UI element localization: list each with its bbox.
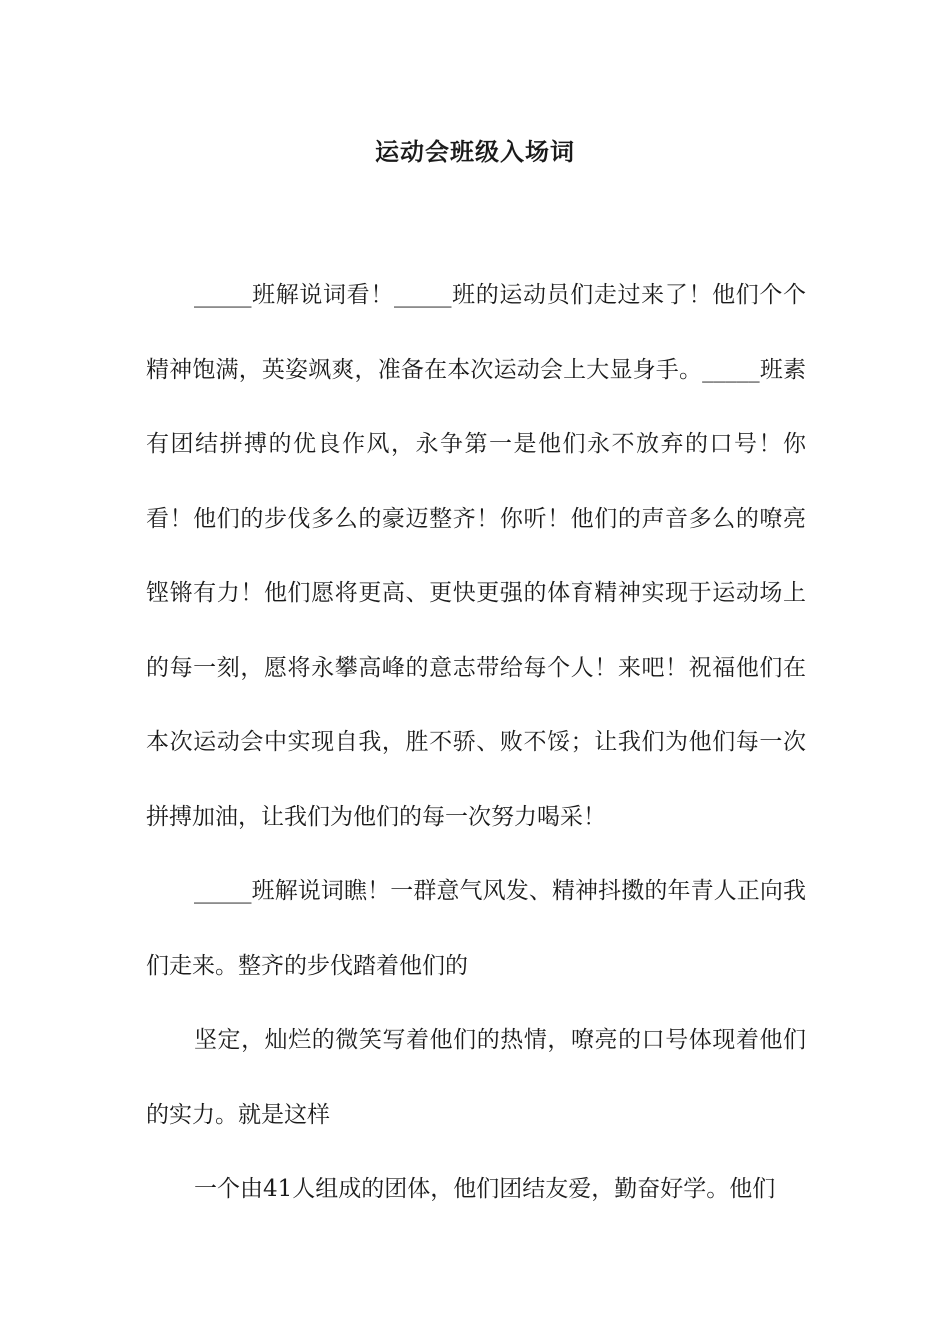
paragraph-1: _____班解说词看！_____班的运动员们走过来了！他们个个精神饱满，英姿飒爽，准备在本次运动会上大显身手。_____班素有团结拼搏的优良作风，永争第一是他们永不放弃的口号！你看！他们的步伐多么的豪迈整齐！你听！他们的声音多么的嘹亮铿锵有力！他们愿将更高、更快更强的体育精神实现于运动场上的每一刻，愿将永攀高峰的意志带给每个人！来吧！祝福他们在本次运动会中实现自我，胜不骄、败不馁；让我们为他们每一次拼搏加油，让我们为他们的每一次努力喝采！	[146, 282, 806, 830]
paragraph-2: _____班解说词瞧！一群意气风发、精神抖擞的年青人正向我们走来。整齐的步伐踏着他们的	[146, 878, 806, 979]
paragraph-4: 一个由41人组成的团体，他们团结友爱，勤奋好学。他们	[194, 1176, 776, 1202]
paragraph-3: 坚定，灿烂的微笑写着他们的热情，嘹亮的口号体现着他们的实力。就是这样	[146, 1027, 806, 1128]
document-body	[146, 258, 806, 1227]
document-title: 运动会班级入场词	[375, 138, 575, 166]
